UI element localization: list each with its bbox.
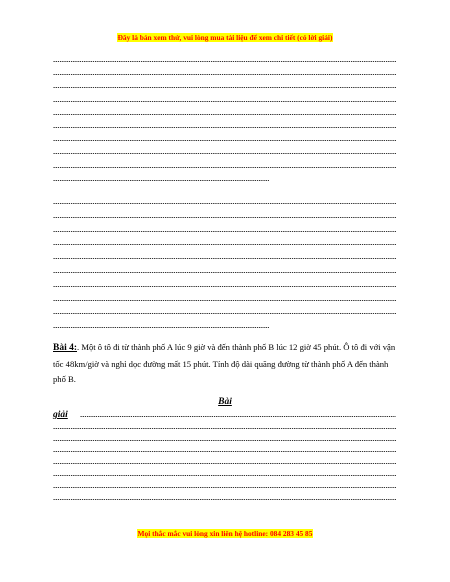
dotted-line <box>53 451 396 452</box>
dotted-line <box>53 153 396 154</box>
dotted-line <box>53 61 396 62</box>
problem-label: Bài 4: <box>53 343 78 353</box>
dotted-line <box>53 127 396 128</box>
problem-text: . Một ô tô đi từ thành phố A lúc 9 giờ và đến thành phố B lúc 12 giờ 45 phút. Ô tô đi với vận tốc 48km/giờ và nghỉ dọc đường mất 15 phút. Tính độ dài quãng đường từ thành phố A đến thành phố B. <box>53 342 396 384</box>
dotted-line <box>53 300 396 301</box>
dotted-line <box>53 487 396 488</box>
dotted-line <box>53 87 396 88</box>
dotted-line <box>53 74 396 75</box>
dotted-line <box>53 258 396 259</box>
dotted-line <box>53 180 269 181</box>
dotted-line <box>53 428 396 429</box>
dotted-line <box>53 463 396 464</box>
hotline-text: Mọi thắc mắc vui lòng xin liên hệ hotline: 084 283 45 85 <box>137 529 313 538</box>
hotline-banner <box>0 523 450 541</box>
dotted-line <box>53 313 396 314</box>
dotted-line <box>53 231 396 232</box>
solution-heading: Bài <box>218 397 232 407</box>
solution-heading-cont: giải <box>53 410 68 420</box>
dotted-line <box>53 167 396 168</box>
dotted-line <box>53 203 396 204</box>
problem-4 <box>53 340 398 388</box>
dotted-line <box>53 140 396 141</box>
dotted-line <box>53 272 396 273</box>
dotted-line <box>53 475 396 476</box>
preview-notice-text: Đây là bản xem thử, vui lòng mua tài liệu để xem chi tiết (có lời giải) <box>117 33 333 42</box>
dotted-line <box>53 244 396 245</box>
dotted-line <box>53 499 396 500</box>
dotted-line <box>53 327 269 328</box>
dotted-line <box>53 101 396 102</box>
dotted-line <box>53 286 396 287</box>
dotted-line <box>53 114 396 115</box>
dotted-line <box>53 440 396 441</box>
dotted-line <box>53 217 396 218</box>
dotted-line <box>80 416 396 417</box>
preview-notice-banner <box>0 27 450 45</box>
